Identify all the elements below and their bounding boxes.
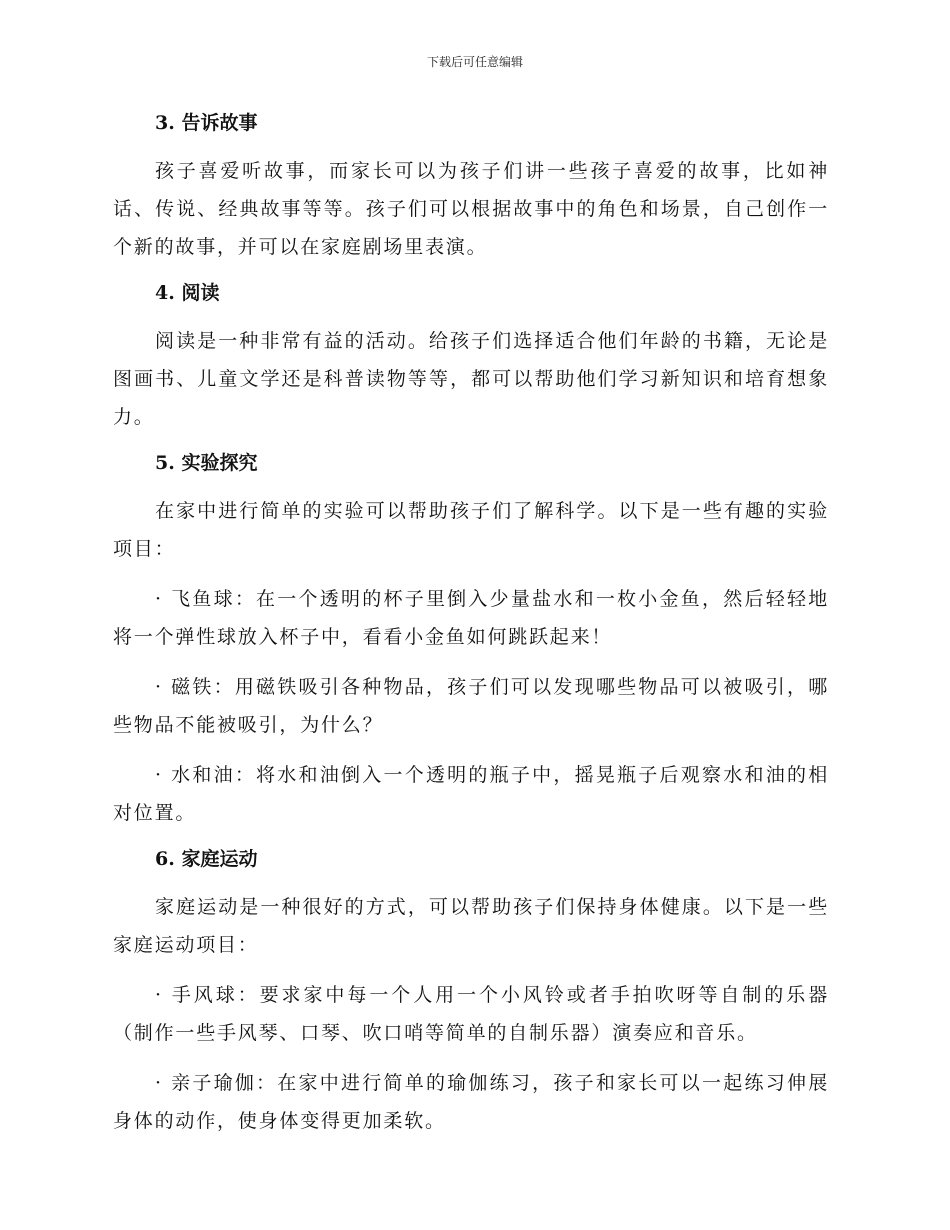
list-item: · 飞鱼球：在一个透明的杯子里倒入少量盐水和一枚小金鱼，然后轻轻地将一个弹性球放入杯子中，看看小金鱼如何跳跃起来！ [113, 588, 829, 648]
list-item: · 水和油：将水和油倒入一个透明的瓶子中，摇晃瓶子后观察水和油的相对位置。 [113, 764, 829, 824]
section-heading: 3. 告诉故事 [155, 112, 258, 134]
list-item: · 手风球：要求家中每一个人用一个小风铃或者手拍吹呀等自制的乐器（制作一些手风琴、口琴、吹口哨等简单的自制乐器）演奏应和音乐。 [113, 984, 829, 1044]
section-heading: 5. 实验探究 [155, 452, 258, 474]
section-heading: 6. 家庭运动 [155, 848, 258, 870]
list-item: · 磁铁：用磁铁吸引各种物品，孩子们可以发现哪些物品可以被吸引，哪些物品不能被吸引，为什么？ [113, 676, 829, 736]
section-experiments [113, 448, 829, 832]
section-reading [113, 278, 829, 436]
paragraph: 家庭运动是一种很好的方式，可以帮助孩子们保持身体健康。以下是一些家庭运动项目： [113, 896, 829, 956]
section-family-sports [113, 844, 829, 1140]
list-item: · 亲子瑜伽：在家中进行简单的瑜伽练习，孩子和家长可以一起练习伸展身体的动作，使身体变得更加柔软。 [113, 1072, 829, 1132]
paragraph: 在家中进行简单的实验可以帮助孩子们了解科学。以下是一些有趣的实验项目： [113, 500, 829, 560]
paragraph: 阅读是一种非常有益的活动。给孩子们选择适合他们年龄的书籍，无论是图画书、儿童文学还是科普读物等等，都可以帮助他们学习新知识和培育想象力。 [113, 330, 829, 428]
paragraph: 孩子喜爱听故事，而家长可以为孩子们讲一些孩子喜爱的故事，比如神话、传说、经典故事等等。孩子们可以根据故事中的角色和场景，自己创作一个新的故事，并可以在家庭剧场里表演。 [113, 160, 829, 258]
page-header: 下载后可任意编辑 [426, 55, 523, 69]
section-tell-stories [113, 108, 829, 266]
section-heading: 4. 阅读 [155, 282, 220, 304]
document-body [113, 108, 829, 1152]
